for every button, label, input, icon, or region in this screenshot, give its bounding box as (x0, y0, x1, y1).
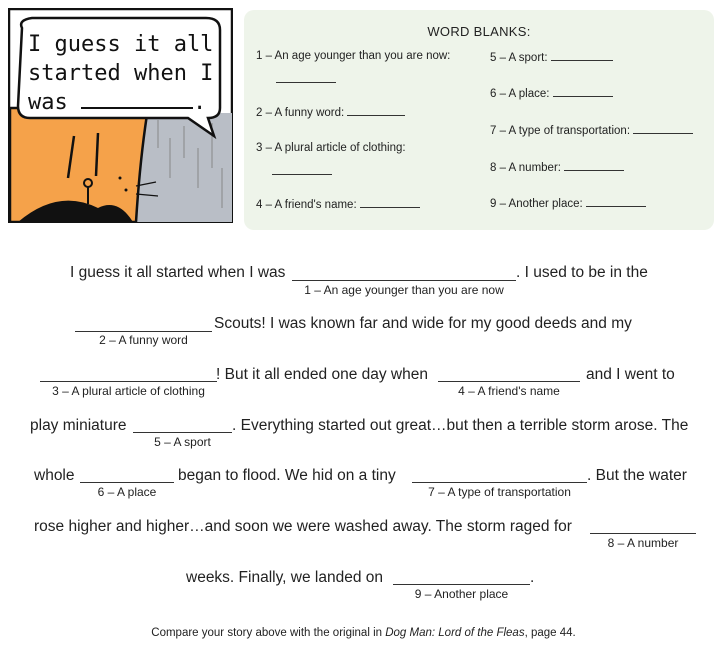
word-blank-2-line[interactable] (347, 105, 405, 116)
comic-panel (8, 8, 233, 223)
story-line-4a: play miniature (30, 417, 127, 434)
word-blank-3: 3 – A plural article of clothing: (256, 142, 406, 154)
caption-7: 7 – A type of transportation (428, 485, 571, 499)
story-line-5a: whole (34, 467, 75, 484)
word-blanks-panel (244, 10, 714, 230)
blank-3[interactable] (40, 380, 217, 382)
word-blank-8-line[interactable] (564, 160, 624, 171)
blank-6[interactable] (80, 481, 174, 483)
footer-note: Compare your story above with the original in Dog Man: Lord of the Fleas, page 44. (151, 627, 576, 639)
word-blank-9-line[interactable] (586, 196, 646, 207)
word-blank-9: 9 – Another place: (490, 196, 646, 210)
caption-5: 5 – A sport (154, 435, 211, 449)
speech-line-2: started when I (28, 61, 214, 86)
caption-1: 1 – An age younger than you are now (304, 283, 504, 297)
caption-3: 3 – A plural article of clothing (52, 384, 205, 398)
word-blank-7-line[interactable] (633, 123, 693, 134)
word-blank-4-line[interactable] (360, 197, 420, 208)
caption-8: 8 – A number (607, 536, 679, 550)
blank-2[interactable] (75, 330, 212, 332)
story-line-3a: ! But it all ended one day when (216, 366, 428, 383)
word-blank-8: 8 – A number: (490, 160, 624, 174)
story-line-1b: . I used to be in the (516, 264, 648, 281)
speech-line-1: I guess it all (28, 32, 214, 57)
caption-4: 4 – A friend's name (458, 384, 560, 398)
word-blank-6: 6 – A place: (490, 86, 613, 100)
caption-9: 9 – Another place (414, 587, 509, 601)
word-blanks-title: WORD BLANKS: (427, 24, 531, 39)
blank-8[interactable] (590, 532, 696, 534)
story-line-1a: I guess it all started when I was (70, 264, 286, 281)
word-blank-5-line[interactable] (551, 50, 613, 61)
story-line-7b: . (530, 569, 535, 586)
blank-7[interactable] (412, 481, 587, 483)
story-line-4b: . Everything started out great…but then a terrible storm arose. The (232, 417, 689, 434)
book-title: Dog Man: Lord of the Fleas (385, 627, 525, 639)
word-blank-3-line[interactable] (272, 164, 332, 175)
blank-1[interactable] (292, 279, 516, 281)
word-blank-4: 4 – A friend's name: (256, 197, 420, 211)
word-blank-2: 2 – A funny word: (256, 105, 405, 119)
caption-2: 2 – A funny word (99, 333, 188, 347)
word-blank-1: 1 – An age younger than you are now: (256, 50, 451, 62)
blank-9[interactable] (393, 583, 530, 585)
story-line-3b: and I went to (586, 366, 675, 383)
speech-blank (81, 89, 193, 109)
blank-4[interactable] (438, 380, 580, 382)
story-line-7a: weeks. Finally, we landed on (186, 569, 384, 586)
story-line-6: rose higher and higher…and soon we were washed away. The storm raged for (34, 518, 572, 535)
caption-6: 6 – A place (97, 485, 157, 499)
word-blank-7: 7 – A type of transportation: (490, 123, 693, 137)
word-blank-1-line[interactable] (276, 72, 336, 83)
story-line-2: Scouts! I was known far and wide for my good deeds and my (214, 315, 632, 332)
word-blank-5: 5 – A sport: (490, 50, 613, 64)
blank-5[interactable] (133, 431, 232, 433)
speech-line-3: was . (28, 90, 207, 115)
word-blank-6-line[interactable] (553, 86, 613, 97)
story-line-5c: . But the water (587, 467, 687, 484)
story-line-5b: began to flood. We hid on a tiny (178, 467, 396, 484)
